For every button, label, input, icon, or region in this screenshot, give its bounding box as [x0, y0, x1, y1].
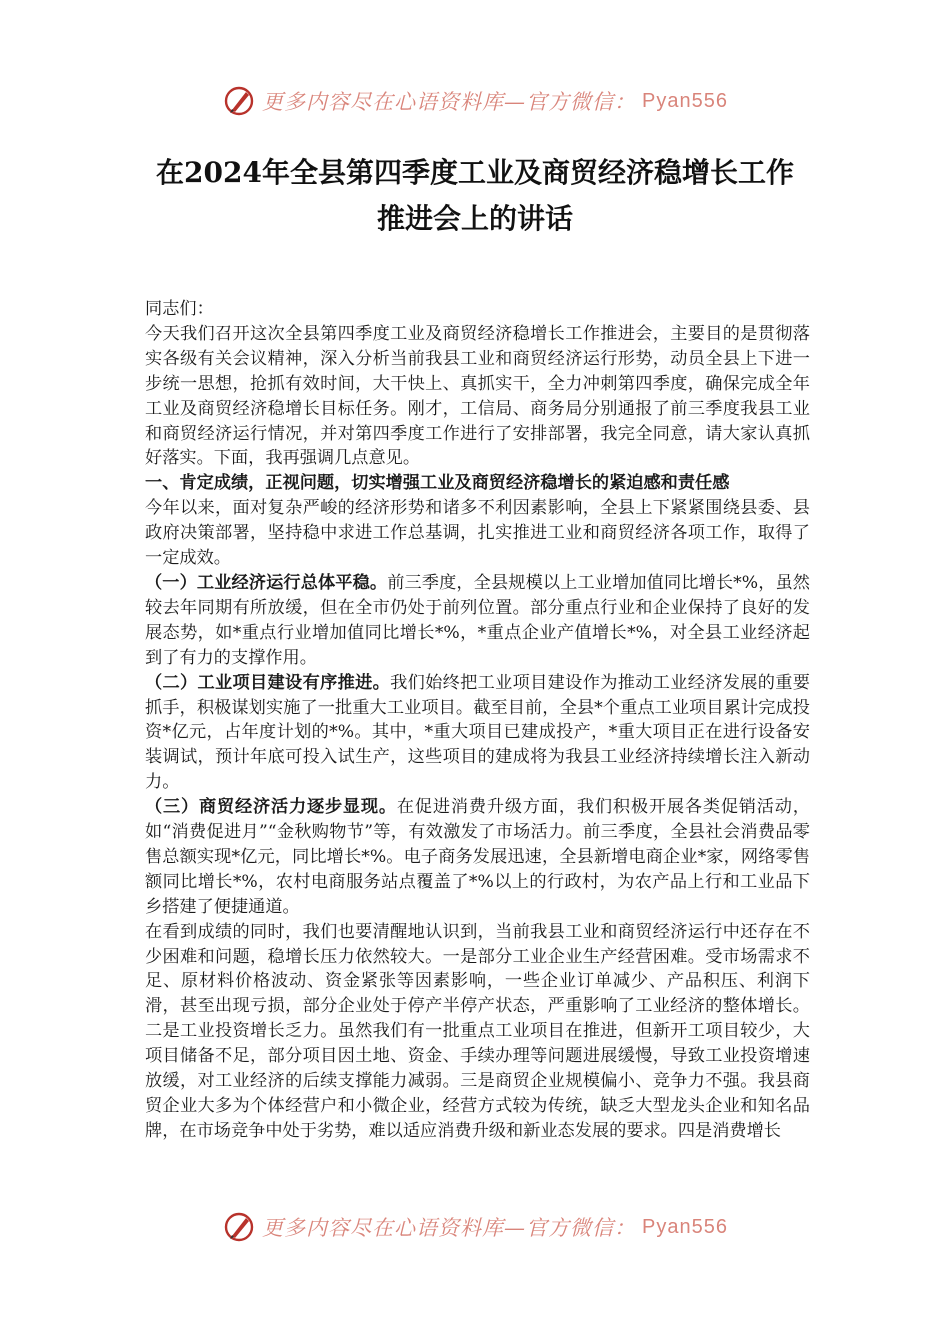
title-line-1: 在2024年全县第四季度工业及商贸经济稳增长工作: [156, 156, 794, 189]
salutation: 同志们：: [145, 299, 214, 319]
watermark-banner-top: [0, 84, 950, 124]
intro-paragraph: 今天我们召开这次全县第四季度工业及商贸经济稳增长工作推进会，主要目的是贯彻落实各级有关会议精神，深入分析当前我县工业和商贸经济运行形势，动员全县上下进一步统一思想，抢抓有效时间，大干快上、真抓实干，全力冲刺第四季度，确保完成全年工业及商贸经济稳增长目标任务。刚才，工信局、商务局分别通报了前三季度我县工业和商贸经济运行情况，并对第四季度工作进行了安排部署，我完全同意，请大家认真抓好落实。下面，我再强调几点意见。: [145, 323, 810, 469]
item-3-lead: （三）商贸经济活力逐步显现。: [145, 797, 397, 818]
document-title: [60, 150, 890, 242]
watermark-text: 更多内容尽在心语资料库—官方微信：: [262, 1216, 637, 1240]
watermark-wechat-id: Pyan556: [642, 1215, 728, 1238]
pen-logo-icon: [222, 84, 256, 118]
watermark-banner-bottom: [0, 1210, 950, 1250]
item-3-text: 在促进消费升级方面，我们积极开展各类促销活动，如“消费促进月”“金秋购物节”等，有效激发了市场活力。前三季度，全县社会消费品零售总额实现*亿元，同比增长*%。电子商务发展迅速，全县新增电商企业*家，网络零售额同比增长*%，农村电商服务站点覆盖了*%以上的行政村，为农产品上行和工业品下乡搭建了便捷通道。: [145, 797, 810, 917]
item-1-paragraph: [145, 571, 810, 671]
item-3-paragraph: [145, 795, 810, 920]
watermark-wechat-id: Pyan556: [642, 89, 728, 112]
item-2-lead: （二）工业项目建设有序推进。: [145, 672, 391, 693]
watermark-text: 更多内容尽在心语资料库—官方微信：: [262, 90, 637, 114]
item-1-lead: （一）工业经济运行总体平稳。: [145, 572, 388, 593]
document-body: [145, 297, 810, 1144]
problems-paragraph: 在看到成绩的同时，我们也要清醒地认识到，当前我县工业和商贸经济运行中还存在不少困难和问题，稳增长压力依然较大。一是部分工业企业生产经营困难。受市场需求不足、原材料价格波动、资金紧张等因素影响，一些企业订单减少、产品积压、利润下滑，甚至出现亏损，部分企业处于停产半停产状态，严重影响了工业经济的整体增长。二是工业投资增长乏力。虽然我们有一批重点工业项目在推进，但新开工项目较少，大项目储备不足，部分项目因土地、资金、手续办理等问题进展缓慢，导致工业投资增速放缓，对工业经济的后续支撑能力减弱。三是商贸企业规模偏小、竞争力不强。我县商贸企业大多为个体经营户和小微企业，经营方式较为传统，缺乏大型龙头企业和知名品牌，在市场竞争中处于劣势，难以适应消费升级和新业态发展的要求。四是消费增长: [145, 921, 810, 1141]
item-2-text: 我们始终把工业项目建设作为推动工业经济发展的重要抓手，积极谋划实施了一批重大工业项目。截至目前，全县*个重点工业项目累计完成投资*亿元，占年度计划的*%。其中，*重大项目已建成投产，*重大项目正在进行设备安装调试，预计年底可投入试生产，这些项目的建成将为我县工业经济持续增长注入新动力。: [145, 672, 810, 793]
section-1-heading: 一、肯定成绩，正视问题，切实增强工业及商贸经济稳增长的紧迫感和责任感: [145, 473, 730, 494]
pen-logo-icon: [222, 1210, 256, 1244]
section-1-intro: 今年以来，面对复杂严峻的经济形势和诸多不利因素影响，全县上下紧紧围绕县委、县政府决策部署，坚持稳中求进工作总基调，扎实推进工业和商贸经济各项工作，取得了一定成效。: [145, 498, 810, 569]
item-2-paragraph: [145, 671, 810, 796]
item-1-text: 前三季度，全县规模以上工业增加值同比增长*%，虽然较去年同期有所放缓，但在全市仍处于前列位置。部分重点行业和企业保持了良好的发展态势，如*重点行业增加值同比增长*%，*重点企业产值增长*%，对全县工业经济起到了有力的支撑作用。: [145, 572, 810, 668]
title-line-2: 推进会上的讲话: [376, 202, 573, 235]
